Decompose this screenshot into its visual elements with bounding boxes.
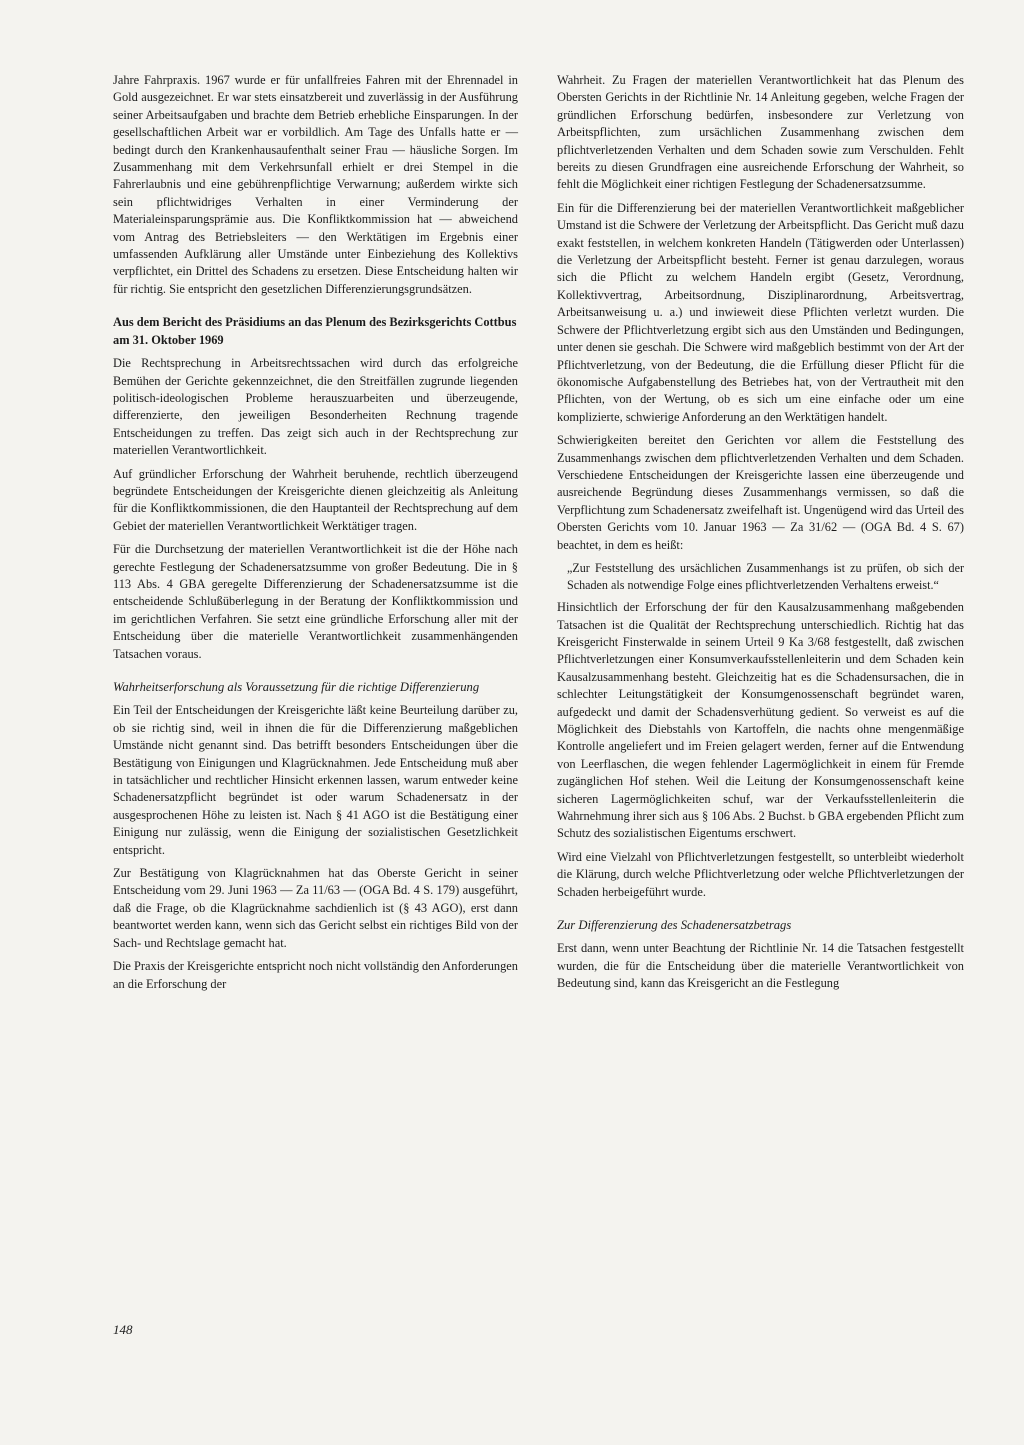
paragraph: Schwierigkeiten bereitet den Gerichten vor allem die Feststellung des Zusammenhangs zwischen dem pflichtverletzenden Verhalten und dem Schaden. Verschiedene Entscheidungen der Kreisgerichte lassen eine überzeugende und ausreichende Begründung dieses Zusammenhangs vermissen, so daß die Verpflichtung zum Schadenersatz zweifelhaft ist. Ungenügend wird das Urteil des Obersten Gerichts vom 10. Januar 1963 — Za 31/62 — (OGA Bd. 4 S. 67) beachtet, in dem es heißt: [557, 433, 964, 552]
paragraph: Auf gründlicher Erforschung der Wahrheit beruhende, rechtlich überzeugend begründete Entscheidungen der Kreisgerichte dienen gleichzeitig als Anleitung für die Konfliktkommissionen, die den Hauptanteil der Rechtsprechung auf dem Gebiet der materiellen Verantwortlichkeit Werktätiger tragen. [113, 466, 518, 533]
block-quote: „Zur Feststellung des ursächlichen Zusammenhangs ist zu prüfen, ob sich der Schaden als notwendige Folge eines pflichtverletzenden Verhaltens erweist.“ [567, 560, 964, 592]
subsection-heading: Wahrheitserforschung als Voraussetzung für die richtige Differenzierung [113, 680, 480, 694]
paragraph: Erst dann, wenn unter Beachtung der Richtlinie Nr. 14 die Tatsachen festgestellt wurden, die für die Entscheidung über die materielle Verantwortlichkeit von Bedeutung sind, kann das Kreisgericht an die Festlegung [557, 941, 964, 991]
paragraph: Hinsichtlich der Erforschung der für den Kausalzusammenhang maßgebenden Tatsachen ist die Qualität der Rechtsprechung unterschiedlich. Richtig hat das Kreisgericht Finsterwalde in seinem Urteil 9 Ka 3/68 festgestellt, daß zwischen Pflichtverletzungen einer Konsumverkaufsstellenleiterin und dem Schaden kein Kausalzusammenhang besteht. Gleichzeitig hat es die Schadensursachen, die in schlechter Leitungstätigkeit der Konsumgenossenschaft begründet waren, aufgedeckt und damit der Schadensverhütung gedient. So verweist es auf die Möglichkeit des Diebstahls von Kartoffeln, die nachts ohne mengenmäßige Kontrolle angeliefert und im Freien gelagert werden, ferner auf die Entwendung von Leerflaschen, die wegen fehlender Lagermöglichkeit in einem für Fremde zugänglichen Hof stehen. Weil die Leitung der Konsumgenossenschaft keine sicheren Lagermöglichkeiten schuf, war der Verkaufsstellenleiterin die Wahrnehmung ihrer sich aus § 106 Abs. 2 Buchst. b GBA ergebenden Pflicht zum Schutz des sozialistischen Eigentums erschwert. [557, 600, 964, 841]
paragraph: Die Rechtsprechung in Arbeitsrechtssachen wird durch das erfolgreiche Bemühen der Gerichte gekennzeichnet, die den Streitfällen zugrunde liegenden politisch-ideologischen Probleme herauszuarbeiten und überzeugende, differenzierte, den jeweiligen Besonderheiten Rechnung tragende Entscheidungen zu treffen. Das zeigt sich auch in der Rechtsprechung zur materiellen Verantwortlichkeit. [113, 356, 518, 458]
page-number: 148 [113, 1322, 133, 1337]
section-heading: Aus dem Bericht des Präsidiums an das Plenum des Bezirksgerichts Cottbus am 31. Oktober 1969 [113, 315, 517, 347]
paragraph: Zur Bestätigung von Klagrücknahmen hat das Oberste Gericht in seiner Entscheidung vom 29. Juni 1963 — Za 11/63 — (OGA Bd. 4 S. 179) ausgeführt, daß die Frage, ob die Klagrücknahme sachdienlich ist (§ 43 AGO), erst dann beantwortet werden kann, wenn sich das Gericht selbst ein richtiges Bild von der Sach- und Rechtslage gemacht hat. [113, 866, 518, 950]
paragraph: Jahre Fahrpraxis. 1967 wurde er für unfallfreies Fahren mit der Ehrennadel in Gold ausgezeichnet. Er war stets einsatzbereit und zuverlässig in der Ausführung seiner Arbeitsaufgaben und brachte dem Betrieb erhebliche Einsparungen. In der gesellschaftlichen Arbeit war er vorbildlich. Am Tage des Unfalls hatte er — bedingt durch den Krankenhausaufenthalt seiner Frau — häusliche Sorgen. Im Zusammenhang mit dem Verkehrsunfall erhielt er drei Stempel in die Fahrerlaubnis und eine gebührenpflichtige Verwarnung; außerdem wirkte sich sein pflichtwidriges Verhalten in einer Verminderung der Materialeinsparungsprämie aus. Die Konfliktkommission hat — abweichend vom Antrag des Betriebsleiters — den Werktätigen im Ergebnis einer umfassenden Aufklärung aller Umstände unter Einbeziehung des Kollektivs verpflichtet, ein Drittel des Schadens zu ersetzen. Diese Entscheidung halten wir für richtig. Sie entspricht den gesetzlichen Differenzierungsgrundsätzen. [113, 73, 518, 296]
paragraph: Die Praxis der Kreisgerichte entspricht noch nicht vollständig den Anforderungen an die Erforschung der [113, 959, 518, 991]
left-column [113, 72, 518, 999]
paragraph: Wird eine Vielzahl von Pflichtverletzungen festgestellt, so unterbleibt wiederholt die Klärung, durch welche Pflichtverletzung oder welche Pflichtverletzungen der Schaden herbeigeführt wurde. [557, 849, 964, 899]
right-column [557, 72, 964, 999]
paragraph: Für die Durchsetzung der materiellen Verantwortlichkeit ist die der Höhe nach gerechte Festlegung der Schadenersatzsumme von großer Bedeutung. Die in § 113 Abs. 4 GBA geregelte Differenzierung der Schadenersatzsumme ist die entscheidende Schlußüberlegung in der Beratung der Konfliktkommission und im gerichtlichen Verfahren. Sie setzt eine gründliche Erforschung aller mit der Entscheidung über die materielle Verantwortlichkeit zusammenhängenden Tatsachen voraus. [113, 542, 518, 661]
paragraph: Wahrheit. Zu Fragen der materiellen Verantwortlichkeit hat das Plenum des Obersten Gerichts in der Richtlinie Nr. 14 Anleitung gegeben, welche Fragen der gründlichen Erforschung bedürfen, insbesondere zur Verletzung von Arbeitspflichten, zum ursächlichen Zusammenhang zwischen dem pflichtverletzenden Verhalten und dem Schaden sowie zum Verschulden. Fehlt bereits zu diesen Grundfragen eine ausreichende Erforschung der Wahrheit, so fehlt die Möglichkeit einer richtigen Festlegung der Schadenersatzsumme. [557, 73, 964, 192]
paragraph: Ein für die Differenzierung bei der materiellen Verantwortlichkeit maßgeblicher Umstand ist die Schwere der Verletzung der Arbeitspflicht. Das Gericht muß dazu exakt feststellen, in welchem konkreten Handeln (Tätigwerden oder Unterlassen) die Verletzung der Arbeitspflicht besteht. Ferner ist genau darzulegen, woraus sich die Pflicht zu welchem Handeln ergibt (Gesetz, Verordnung, Kollektivvertrag, Arbeitsordnung, Disziplinarordnung, Arbeitsvertrag, Arbeitsanweisung u. a.) und inwieweit diese Pflichten verletzt wurden. Die Schwere der Pflichtverletzung ergibt sich aus den Umständen und Bedingungen, unter denen sie geschah. Die Schwere wird maßgeblich bestimmt von der Art der Pflichtverletzung, von der Bedeutung, die die Erfüllung dieser Pflicht für die ökonomische Aufgabenstellung des Betriebes hat, von der Vertrautheit mit den Pflichten, von der Wertung, ob es sich um eine einfache oder um eine komplizierte, schwierige Anforderung an den Werktätigen handelt. [557, 200, 964, 424]
subsection-heading: Zur Differenzierung des Schadenersatzbetrags [557, 918, 792, 933]
paragraph: Ein Teil der Entscheidungen der Kreisgerichte läßt keine Beurteilung darüber zu, ob sie richtig sind, weil in ihnen die für die Differenzierung maßgeblichen Umstände nicht genannt sind. Das betrifft besonders Entscheidungen über die Bestätigung von Einigungen und Klagrücknahmen. Jede Entscheidung muß aber in tatsächlicher und rechtlicher Hinsicht erkennen lassen, warum entweder keine Schadenersatzpflicht begründet ist oder warum Schadenersatz in der ausgesprochenen Höhe zu leisten ist. Nach § 41 AGO ist die Bestätigung einer Einigung nur zulässig, wenn die Einigung der sozialistischen Gesetzlichkeit entspricht. [113, 703, 518, 857]
